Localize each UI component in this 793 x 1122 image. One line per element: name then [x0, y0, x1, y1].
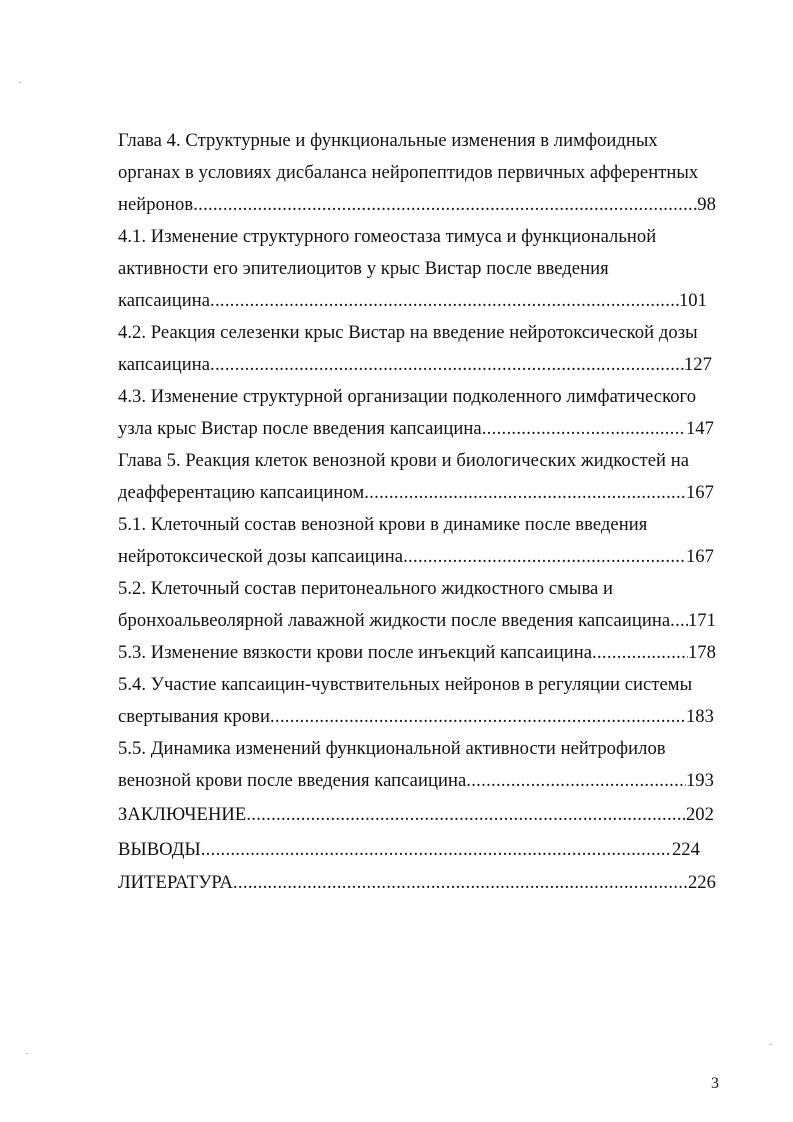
- toc-chapter-4-line-2: органах в условиях дисбаланса нейропептидов первичных афферентных: [118, 162, 699, 183]
- toc-entry-section-4-3: [118, 417, 714, 441]
- leader-dots: [233, 871, 688, 895]
- leader-dots: [592, 641, 688, 665]
- toc-page-number: 202: [685, 804, 714, 825]
- toc-chapter-4-line-1: Глава 4. Структурные и функциональные изменения в лимфоидных: [118, 130, 658, 151]
- toc-page-number: 178: [687, 642, 716, 663]
- toc-page-number: 183: [685, 706, 714, 727]
- toc-entry-title: капсаицина: [118, 354, 210, 375]
- scan-speck: [19, 82, 21, 83]
- toc-section-5-4-line-1: 5.4. Участие капсаицин-чувствительных нейронов в регуляции системы: [118, 674, 693, 695]
- toc-section-4-1-line-2: активности его эпителиоцитов у крыс Вистар после введения: [118, 258, 609, 279]
- toc-entry-title: узла крыс Вистар после введения капсаицина: [118, 418, 482, 439]
- toc-entry-title: капсаицина: [118, 290, 210, 311]
- leader-dots: [210, 289, 679, 313]
- toc-entry-section-5-5: [118, 769, 714, 793]
- toc-entry-findings: [118, 838, 700, 862]
- toc-entry-title: 5.3. Изменение вязкости крови после инъекций капсаицина: [118, 642, 593, 663]
- toc-entry-title: ЛИТЕРАТУРА: [118, 872, 233, 893]
- leader-dots: [403, 545, 686, 569]
- leader-dots: [193, 193, 697, 217]
- toc-entry-title: деафферентацию капсаицином: [118, 482, 365, 503]
- toc-section-4-3-line-1: 4.3. Изменение структурной организации подколенного лимфатического: [118, 386, 697, 407]
- toc-section-4-1-line-1: 4.1. Изменение структурного гомеостаза тимуса и функциональной: [118, 226, 657, 247]
- toc-page-number: 127: [683, 354, 712, 375]
- page-number: 3: [711, 1075, 719, 1092]
- toc-entry-section-5-2: [118, 609, 716, 633]
- leader-dots: [466, 769, 686, 793]
- toc-page-number: 171: [687, 610, 716, 631]
- toc-entry-section-5-1: [118, 545, 714, 569]
- leader-dots: [482, 417, 686, 441]
- toc-page-number: 147: [685, 418, 714, 439]
- toc-section-4-2-line-1: 4.2. Реакция селезенки крыс Вистар на введение нейротоксической дозы: [118, 322, 698, 343]
- toc-chapter-5-line-1: Глава 5. Реакция клеток венозной крови и биологических жидкостей на: [118, 450, 690, 471]
- toc-page-number: 226: [687, 872, 716, 893]
- toc-entry-title: нейротоксической дозы капсаицина: [118, 546, 404, 567]
- toc-section-5-1-line-1: 5.1. Клеточный состав венозной крови в динамике после введения: [118, 514, 648, 535]
- leader-dots: [364, 481, 686, 505]
- leader-dots: [210, 353, 684, 377]
- toc-entry-title: нейронов: [118, 194, 194, 215]
- leader-dots: [201, 838, 672, 862]
- toc-page-number: 101: [678, 290, 707, 311]
- scan-speck: [26, 1053, 28, 1054]
- leader-dots: [670, 609, 688, 633]
- toc-section-5-2-line-1: 5.2. Клеточный состав перитонеального жидкостного смыва и: [118, 578, 614, 599]
- toc-entry-section-4-1: [118, 289, 707, 313]
- toc-page-number: 224: [671, 839, 700, 860]
- toc-entry-title: ВЫВОДЫ: [118, 839, 201, 860]
- toc-page-number: 167: [685, 482, 714, 503]
- toc-page-number: 193: [685, 770, 714, 791]
- leader-dots: [246, 803, 686, 827]
- toc-entry-title: бронхоальвеолярной лаважной жидкости после введения капсаицина: [118, 610, 671, 631]
- toc-section-5-5-line-1: 5.5. Динамика изменений функциональной активности нейтрофилов: [118, 738, 666, 759]
- toc-entry-section-4-2: [118, 353, 712, 377]
- scan-speck: [770, 1044, 772, 1045]
- toc-entry-literature: [118, 871, 716, 895]
- toc-entry-title: ЗАКЛЮЧЕНИЕ: [118, 804, 247, 825]
- toc-entry-section-5-4: [118, 705, 714, 729]
- toc-entry-title: венозной крови после введения капсаицина: [118, 770, 467, 791]
- toc-page-number: 167: [685, 546, 714, 567]
- toc-entry-chapter-5: [118, 481, 714, 505]
- toc-entry-conclusion: [118, 803, 714, 827]
- toc-entry-section-5-3: [118, 641, 716, 665]
- toc-entry-chapter-4: [118, 193, 716, 217]
- leader-dots: [270, 705, 686, 729]
- toc-entry-title: свертывания крови: [118, 706, 270, 727]
- toc-page-number: 98: [697, 194, 716, 215]
